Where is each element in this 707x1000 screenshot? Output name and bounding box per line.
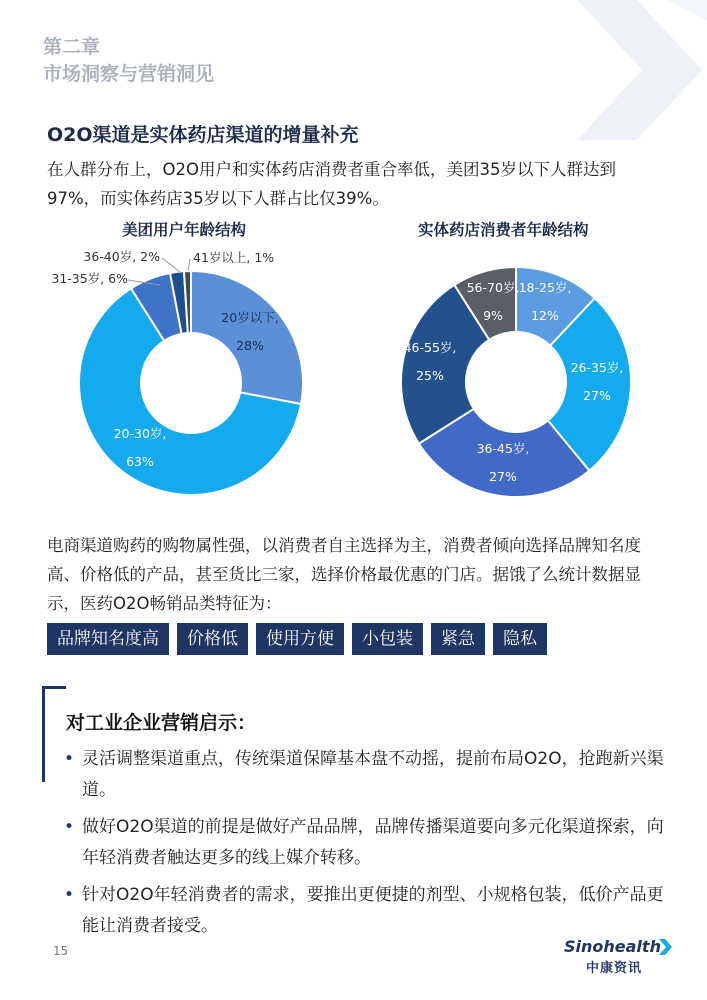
insight-item [60,812,670,874]
logo-chevron-icon [659,939,673,955]
feature-tags [47,623,547,655]
insight-list [60,744,670,948]
ecommerce-paragraph: 电商渠道购药的购物属性强，以消费者自主选择为主，消费者倾向选择品牌知名度高、价格低的产品，甚至货比三家，选择价格最优惠的门店。据饿了么统计数据显示，医药O2O畅销品类特征为： [47,536,641,613]
tag-price: 价格低 [177,623,248,655]
slice-label: 36-40岁, 2% [83,249,160,264]
slice-value: 9% [483,308,503,323]
leader-line [162,258,180,272]
insight-item-text: 针对O2O年轻消费者的需求，要推出更便捷的剂型、小规格包装，低价产品更能让消费者接受。 [82,885,664,936]
chart-1-title: 美团用户年龄结构 [122,221,247,239]
chapter-title: 市场洞察与营销洞见 [43,63,215,85]
bullet-icon: • [64,817,75,837]
slice-label: 20岁以下, [221,310,279,325]
intro-paragraph: 在人群分布上，O2O用户和实体药店消费者重合率低，美团35岁以下人群达到97%，而实体药店35岁以下人群占比仅39%。 [47,160,616,208]
slice-label: 31-35岁, 6% [51,271,128,286]
insight-item-text: 灵活调整渠道重点，传统渠道保障基本盘不动摇，提前布局O2O，抢跑新兴渠道。 [82,749,664,800]
slice-value: 27% [489,469,517,484]
tag-brand: 品牌知名度高 [47,623,169,655]
insight-title: 对工业企业营销启示： [66,712,257,734]
tag-urgent: 紧急 [431,623,485,655]
slice-label: 41岁以上, 1% [193,250,275,265]
insight-accent-vertical [42,686,45,782]
insight-item [60,880,670,942]
slice-label: 56-70岁, [466,280,520,295]
slice-label: 26-35岁, [570,360,624,375]
slice-value: 28% [236,338,264,353]
bullet-icon: • [64,885,75,905]
slice-value: 27% [583,388,611,403]
chart-2-title: 实体药店消费者年龄结构 [418,221,589,239]
tag-small-pack: 小包装 [352,623,423,655]
page-number: 15 [53,944,69,958]
logo-text-en: Sinohealth [564,937,661,956]
slice-label: 20-30岁, [113,426,167,441]
slice-label: 36-45岁, [476,441,530,456]
sinohealth-logo [564,937,674,977]
slice-label: 18-25岁, [518,280,572,295]
slice-label: 46-55岁, [403,340,457,355]
slice-value: 25% [416,368,444,383]
insight-item-text: 做好O2O渠道的前提是做好产品品牌，品牌传播渠道要向多元化渠道探索，向年轻消费者触达更多的线上媒介转移。 [82,817,664,868]
insight-accent-horizontal [42,686,66,689]
slice-value: 12% [531,308,559,323]
section-title: O2O渠道是实体药店渠道的增量补充 [47,124,359,146]
tag-privacy: 隐私 [493,623,547,655]
slice-value: 63% [126,454,154,469]
tag-convenience: 使用方便 [256,623,344,655]
insight-item [60,744,670,806]
leader-line [188,259,190,271]
logo-text-cn: 中康资讯 [586,961,643,976]
chapter-number: 第二章 [43,36,101,58]
bullet-icon: • [64,749,75,769]
